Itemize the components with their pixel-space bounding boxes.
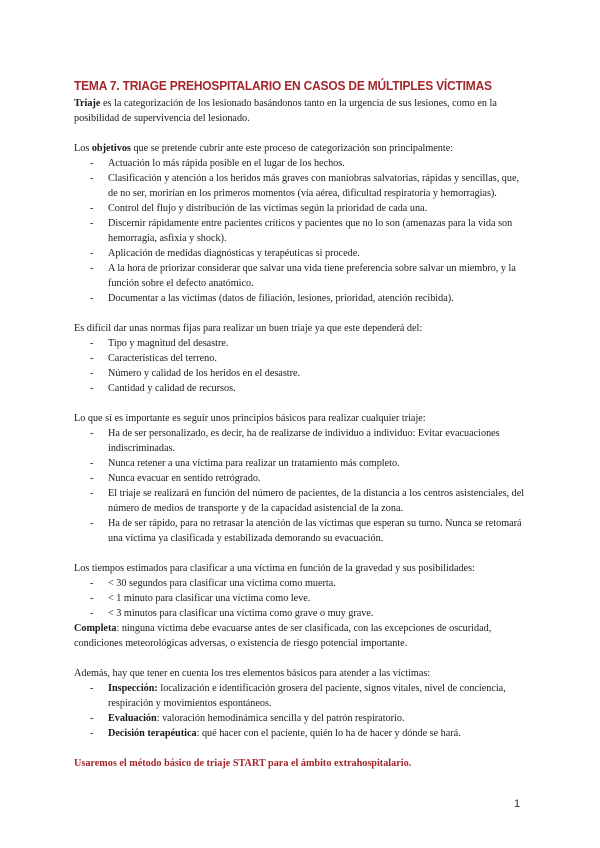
principles-lead: Lo que sí es importante es seguir unos principios básicos para realizar cualquier triaje: xyxy=(74,413,426,424)
difficulty-list xyxy=(74,336,528,396)
list-item: - < 3 minutos para clasificar una víctima como grave o muy grave. xyxy=(90,608,374,619)
closing-statement: Usaremos el método básico de triaje START para el ámbito extrahospitalario. xyxy=(74,758,412,769)
list-item: - Clasificación y atención a los heridos más graves con maniobras salvatorias, rápidas y sencillas, que, de no ser, morirían en los primeros momentos (vía aérea, dificultad respiratoria y hemorragias). xyxy=(90,173,520,199)
complete-term: Completa xyxy=(74,623,117,634)
list-item: - Decisión terapéutica: qué hacer con el paciente, quién lo ha de hacer y dónde se hará. xyxy=(90,728,461,739)
list-item: - Características del terreno. xyxy=(90,353,217,364)
intro-text: es la categorización de los lesionado basándonos tanto en la urgencia de sus lesiones, como en la posibilidad de supervivencia del lesionado. xyxy=(74,98,497,124)
list-item: - Nunca retener a una víctima para realizar un tratamiento más completo. xyxy=(90,458,400,469)
list-item: - < 30 segundos para clasificar una víctima como muerta. xyxy=(90,578,336,589)
list-item: - Discernir rápidamente entre pacientes críticos y pacientes que no lo son (amenazas para la vida son hemorragia, asfixia y shock). xyxy=(90,218,513,244)
list-item: - Control del flujo y distribución de las víctimas según la prioridad de cada una. xyxy=(90,203,428,214)
list-item: - < 1 minuto para clasificar una víctima como leve. xyxy=(90,593,311,604)
objectives-lead: Los objetivos que se pretende cubrir ante este proceso de categorización son principalmente: xyxy=(74,143,454,154)
objectives-term: objetivos xyxy=(91,143,131,154)
list-item: - Ha de ser personalizado, es decir, ha de realizarse de individuo a individuo: Evitar evacuaciones indiscriminadas. xyxy=(90,428,500,454)
list-item: - Ha de ser rápido, para no retrasar la atención de las víctimas que esperan su turno. Nunca se retomará una víctima ya clasificada y estabilizada demorando su evacuación. xyxy=(90,518,522,544)
list-item: - Inspección: localización e identificación grosera del paciente, signos vitales, nivel de conciencia, respiración y movimientos espontáneos. xyxy=(90,683,506,709)
list-item: - El triaje se realizará en función del número de pacientes, de la distancia a los centros asistenciales, del número de medios de transporte y de la capacidad asistencial de la zona. xyxy=(90,488,525,514)
objectives-list xyxy=(74,156,528,306)
list-item: - Evaluación: valoración hemodinámica sencilla y del patrón respiratorio. xyxy=(90,713,405,724)
list-item: - Número y calidad de los heridos en el desastre. xyxy=(90,368,301,379)
list-item: - Tipo y magnitud del desastre. xyxy=(90,338,229,349)
document-page xyxy=(74,78,528,771)
list-item: - Cantidad y calidad de recursos. xyxy=(90,383,236,394)
list-item: - Nunca evacuar en sentido retrógrado. xyxy=(90,473,261,484)
page-title: TEMA 7. TRIAGE PREHOSPITALARIO EN CASOS DE MÚLTIPLES VÍCTIMAS xyxy=(74,78,492,93)
complete-paragraph: Completa: ninguna víctima debe evacuarse antes de ser clasificada, con las excepciones de oscuridad, condiciones meteorológicas adversas, o existencia de riesgo potencial importante. xyxy=(74,623,492,649)
elements-list xyxy=(74,681,528,741)
principles-list xyxy=(74,426,528,546)
list-item: - Aplicación de medidas diagnósticas y terapéuticas si procede. xyxy=(90,248,360,259)
list-item: - Actuación lo más rápida posible en el lugar de los hechos. xyxy=(90,158,345,169)
list-item: - A la hora de priorizar considerar que salvar una vida tiene preferencia sobre salvar un miembro, y la función sobre el defecto anatómico. xyxy=(90,263,516,289)
times-list xyxy=(74,576,528,621)
intro-term: Triaje xyxy=(74,98,101,109)
difficulty-lead: Es difícil dar unas normas fijas para realizar un buen triaje ya que este dependerá del: xyxy=(74,323,423,334)
page-number: 1 xyxy=(514,798,521,810)
intro-paragraph xyxy=(74,96,528,126)
times-lead: Los tiempos estimados para clasificar a una víctima en función de la gravedad y sus posibilidades: xyxy=(74,563,475,574)
list-item: - Documentar a las víctimas (datos de filiación, lesiones, prioridad, atención recibida). xyxy=(90,293,454,304)
elements-lead: Además, hay que tener en cuenta los tres elementos básicos para atender a las víctimas: xyxy=(74,668,431,679)
